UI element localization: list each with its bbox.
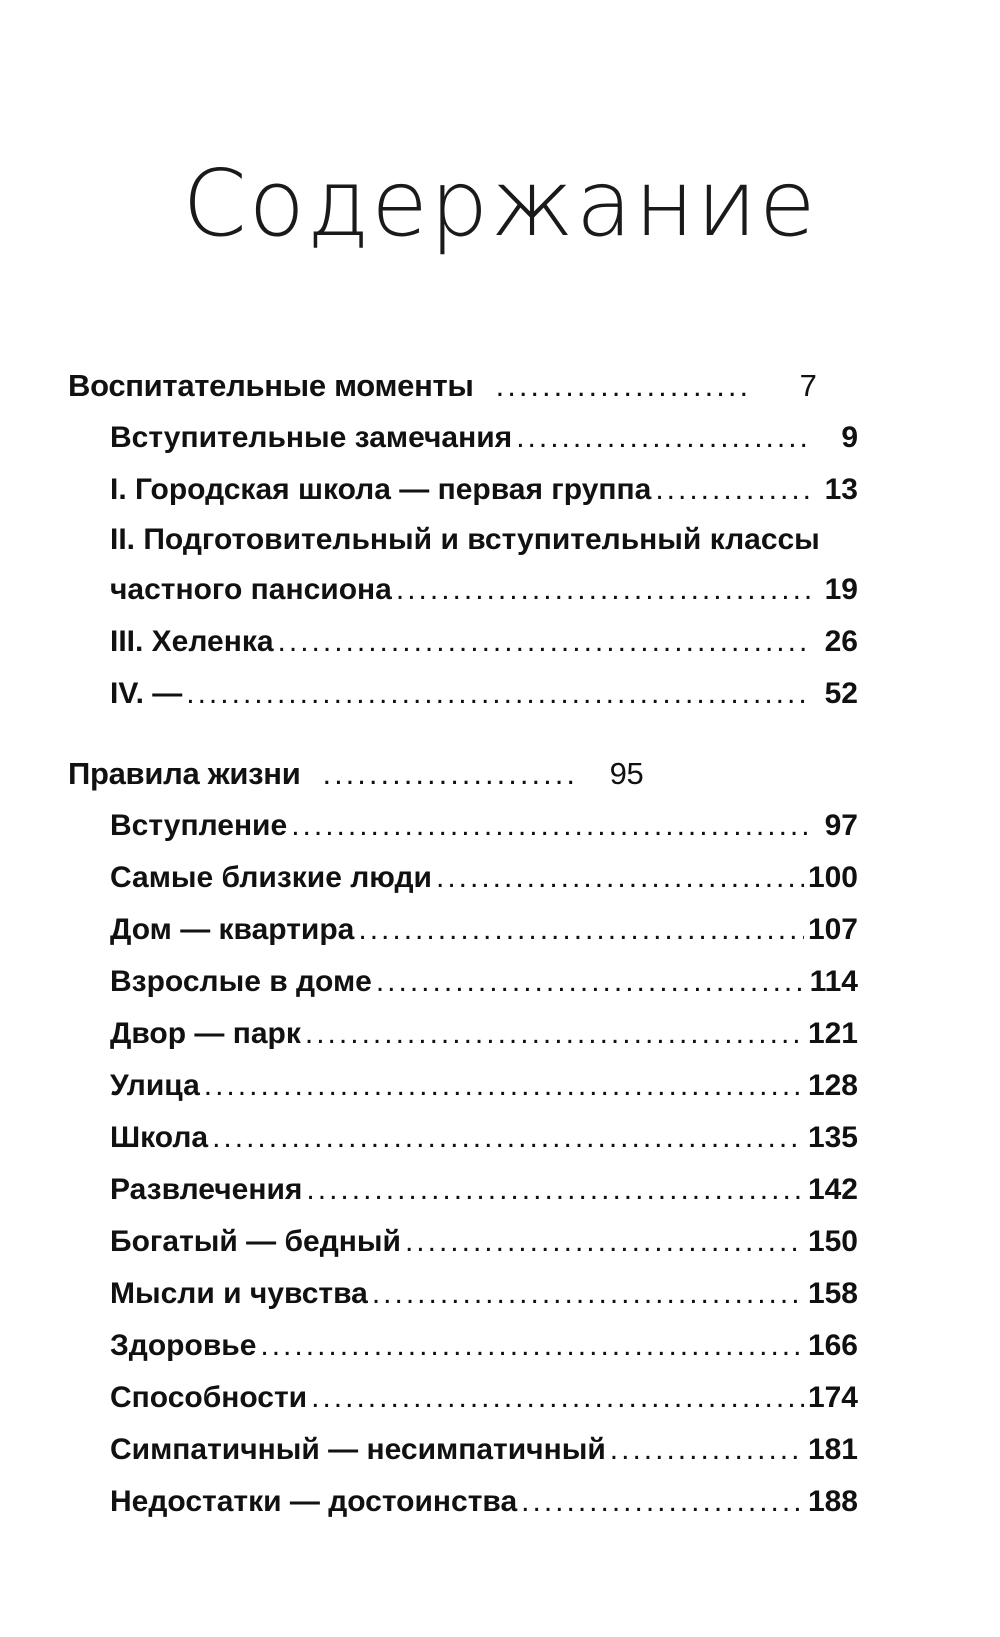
dot-leader — [376, 956, 806, 1008]
entry-label: Двор — парк — [110, 1017, 301, 1050]
section-heading-label: Воспитательные моменты — [68, 368, 474, 403]
entry-label: IV. — — [110, 677, 183, 710]
entry-label: Симпатичный — несимпатичный — [110, 1433, 606, 1466]
page-number: 181 — [807, 1433, 858, 1466]
dot-leader — [405, 1216, 804, 1268]
page-number: 158 — [807, 1277, 858, 1310]
page-number: 166 — [807, 1329, 858, 1362]
entry-label: частного пансиона — [110, 573, 392, 606]
entry-label: Здоровье — [110, 1329, 257, 1362]
entry-label: Вступление — [110, 809, 288, 842]
dot-leader — [516, 412, 810, 464]
toc-entry[interactable] — [68, 1476, 858, 1528]
toc-entry[interactable] — [68, 412, 858, 464]
toc-entry[interactable] — [68, 1320, 858, 1372]
dot-leader — [291, 800, 810, 852]
entry-label: III. Хеленка — [110, 625, 274, 658]
table-of-contents — [68, 360, 858, 1556]
entry-label-line1: II. Подготовительный и вступительный классы — [110, 523, 820, 556]
toc-entry[interactable] — [68, 668, 858, 720]
dot-leader — [260, 1320, 804, 1372]
toc-entry[interactable] — [68, 800, 858, 852]
entry-label: Школа — [110, 1121, 209, 1154]
page-number: 13 — [824, 473, 858, 506]
dot-leader — [186, 668, 810, 720]
entry-label: Недостатки — достоинства — [110, 1485, 518, 1518]
dot-leader — [496, 360, 751, 412]
toc-entry[interactable] — [68, 1008, 858, 1060]
toc-entry[interactable] — [68, 1216, 858, 1268]
page-number: 150 — [807, 1225, 858, 1258]
page-number: 107 — [807, 913, 858, 946]
entry-label: Самые близкие люди — [110, 861, 432, 894]
dot-leader — [655, 464, 810, 516]
page-number: 114 — [809, 965, 858, 998]
dot-leader — [212, 1112, 804, 1164]
section-heading-label: Правила жизни — [68, 756, 301, 791]
page-number: 95 — [609, 756, 644, 791]
section-heading[interactable] — [68, 360, 858, 412]
toc-entry[interactable] — [68, 1060, 858, 1112]
page-number: 26 — [824, 625, 858, 658]
toc-section-2 — [68, 748, 858, 1528]
dot-leader — [204, 1060, 804, 1112]
toc-entry[interactable] — [68, 464, 858, 516]
page-number: 174 — [807, 1381, 858, 1414]
dot-leader — [396, 564, 810, 616]
dot-leader — [278, 616, 810, 668]
entry-label: Развлечения — [110, 1173, 303, 1206]
page-number: 128 — [807, 1069, 858, 1102]
page-title: Содержание — [182, 150, 818, 257]
toc-entry[interactable] — [68, 1424, 858, 1476]
entry-label: Улица — [110, 1069, 200, 1102]
toc-entry[interactable] — [68, 1164, 858, 1216]
dot-leader — [521, 1476, 804, 1528]
page-number: 97 — [824, 809, 858, 842]
entry-label: I. Городская школа — первая группа — [110, 473, 652, 506]
page-number: 142 — [807, 1173, 858, 1206]
toc-entry[interactable] — [68, 1112, 858, 1164]
page-number: 19 — [824, 573, 858, 606]
toc-entry-line1[interactable] — [68, 516, 858, 564]
page-number: 7 — [799, 368, 817, 403]
page-number: 188 — [807, 1485, 858, 1518]
dot-leader — [306, 1164, 804, 1216]
page-number: 9 — [841, 421, 858, 454]
toc-entry[interactable] — [68, 1268, 858, 1320]
page-number: 52 — [824, 677, 858, 710]
dot-leader — [610, 1424, 804, 1476]
entry-label: Вступительные замечания — [110, 421, 513, 454]
toc-entry[interactable] — [68, 564, 858, 616]
dot-leader — [305, 1008, 804, 1060]
toc-entry[interactable] — [68, 852, 858, 904]
page-number: 121 — [807, 1017, 858, 1050]
entry-label: Способности — [110, 1381, 308, 1414]
section-heading[interactable] — [68, 748, 858, 800]
dot-leader — [436, 852, 804, 904]
dot-leader — [311, 1372, 804, 1424]
dot-leader — [372, 1268, 804, 1320]
toc-entry[interactable] — [68, 904, 858, 956]
toc-entry[interactable] — [68, 616, 858, 668]
page-number: 135 — [807, 1121, 858, 1154]
dot-leader — [358, 904, 804, 956]
dot-leader — [322, 748, 577, 800]
entry-label: Богатый — бедный — [110, 1225, 401, 1258]
toc-section-1 — [68, 360, 858, 720]
toc-entry[interactable] — [68, 1372, 858, 1424]
page-number: 100 — [807, 861, 858, 894]
entry-label: Дом — квартира — [110, 913, 355, 946]
toc-entry[interactable] — [68, 956, 858, 1008]
entry-label: Взрослые в доме — [110, 965, 372, 998]
entry-label: Мысли и чувства — [110, 1277, 368, 1310]
